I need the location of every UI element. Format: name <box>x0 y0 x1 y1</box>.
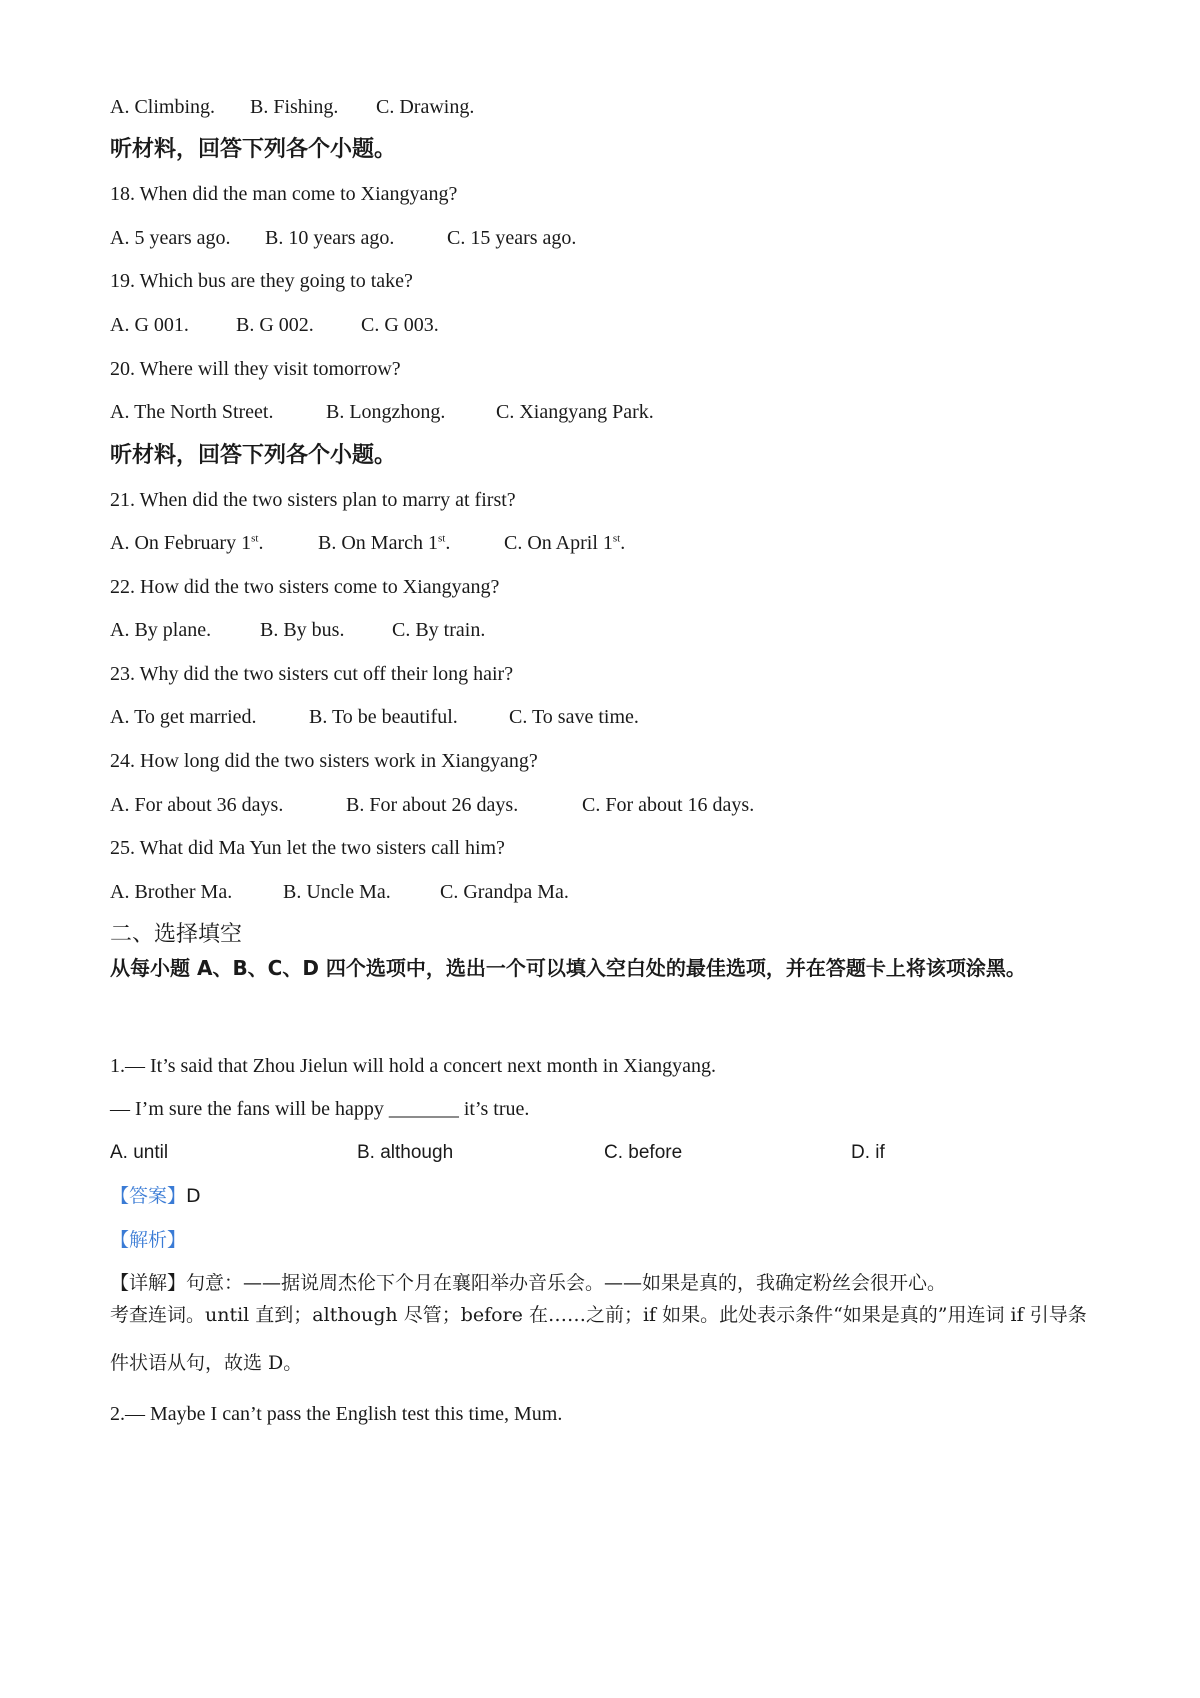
q22-option-b: B. By bus. <box>260 619 345 641</box>
mc1-line1: 1.— It’s said that Zhou Jielun will hold a concert next month in Xiangyang. <box>110 1055 717 1077</box>
q25-question: 25. What did Ma Yun let the two sisters call him? <box>110 837 505 859</box>
section-heading-listen-a: 听材料，回答下列各个小题。 <box>110 137 397 162</box>
section-heading-listen-b: 听材料，回答下列各个小题。 <box>110 443 397 468</box>
q20-option-b: B. Longzhong. <box>326 401 446 423</box>
q22-options <box>110 617 485 643</box>
q24-options <box>110 792 754 818</box>
q18-option-a: A. 5 years ago. <box>110 227 231 249</box>
q18-option-c: C. 15 years ago. <box>447 227 577 249</box>
mc1-option-d: D. if <box>851 1142 885 1163</box>
q23-option-b: B. To be beautiful. <box>309 706 458 728</box>
detail-text: 句意：——据说周杰伦下个月在襄阳举办音乐会。——如果是真的，我确定粉丝会很开心。 <box>186 1272 947 1294</box>
analysis-label: 【解析】 <box>110 1229 187 1251</box>
q23-options <box>110 704 639 730</box>
q17-option-a: A. Climbing. <box>110 96 216 118</box>
mc1-option-b: B. although <box>357 1142 454 1163</box>
q20-options <box>110 399 654 425</box>
q17-option-b: B. Fishing. <box>250 96 339 118</box>
detail-label: 【详解】 <box>110 1272 187 1294</box>
q18-options <box>110 225 576 251</box>
q22-option-c: C. By train. <box>392 619 486 641</box>
q25-option-c: C. Grandpa Ma. <box>440 881 569 903</box>
q23-option-a: A. To get married. <box>110 706 257 728</box>
q21-options <box>110 530 625 556</box>
q20-option-a: A. The North Street. <box>110 401 274 423</box>
q18-option-b: B. 10 years ago. <box>265 227 395 249</box>
q21-question: 21. When did the two sisters plan to marry at first? <box>110 489 516 511</box>
q21-option-a: A. On February 1st. <box>110 532 264 554</box>
q25-options <box>110 879 569 905</box>
answer-label: 【答案】 <box>110 1185 187 1207</box>
answer-value: D <box>186 1185 201 1207</box>
q19-question: 19. Which bus are they going to take? <box>110 270 413 292</box>
mc1-options <box>110 1140 885 1166</box>
mc2-line1: 2.— Maybe I can’t pass the English test this time, Mum. <box>110 1403 563 1425</box>
q18-question: 18. When did the man come to Xiangyang? <box>110 183 458 205</box>
mc1-line2: — I’m sure the fans will be happy _______ it’s true. <box>110 1098 530 1120</box>
q22-option-a: A. By plane. <box>110 619 212 641</box>
q17-options <box>110 94 474 120</box>
q23-question: 23. Why did the two sisters cut off their long hair? <box>110 663 514 685</box>
q25-option-a: A. Brother Ma. <box>110 881 233 903</box>
q19-options <box>110 312 439 338</box>
q19-option-b: B. G 002. <box>236 314 314 336</box>
q24-option-c: C. For about 16 days. <box>582 794 755 816</box>
q19-option-a: A. G 001. <box>110 314 189 336</box>
mc1-explanation: 考查连词。until 直到；although 尽管；before 在……之前；if 如果。此处表示条件“如果是真的”用连词 if 引导条件状语从句，故选 D。 <box>110 1304 1087 1374</box>
mc1-option-a: A. until <box>110 1142 169 1163</box>
q23-option-c: C. To save time. <box>509 706 639 728</box>
q24-option-a: A. For about 36 days. <box>110 794 284 816</box>
part2-instruction: 从每小题 A、B、C、D 四个选项中，选出一个可以填入空白处的最佳选项，并在答题卡上将该项涂黑。 <box>110 956 1026 980</box>
q20-question: 20. Where will they visit tomorrow? <box>110 358 401 380</box>
q19-option-c: C. G 003. <box>361 314 439 336</box>
q21-option-b: B. On March 1st. <box>318 532 451 554</box>
q21-option-c: C. On April 1st. <box>504 532 626 554</box>
mc1-answer <box>110 1183 201 1209</box>
q17-option-c: C. Drawing. <box>376 96 475 118</box>
mc1-option-c: C. before <box>604 1142 683 1163</box>
q25-option-b: B. Uncle Ma. <box>283 881 391 903</box>
q20-option-c: C. Xiangyang Park. <box>496 401 654 423</box>
q24-question: 24. How long did the two sisters work in Xiangyang? <box>110 750 538 772</box>
part2-title: 二、选择填空 <box>110 922 243 947</box>
q22-question: 22. How did the two sisters come to Xiangyang? <box>110 576 500 598</box>
q24-option-b: B. For about 26 days. <box>346 794 519 816</box>
